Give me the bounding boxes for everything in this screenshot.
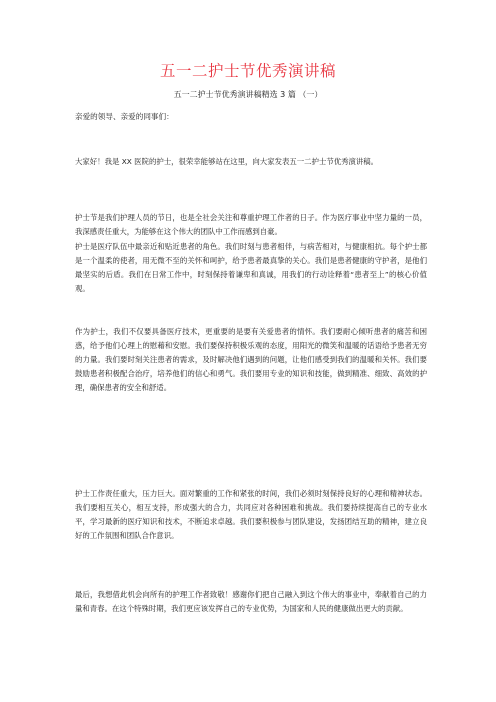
greeting: 亲爱的领导、亲爱的同事们： — [75, 112, 174, 121]
paragraph: 护士是医疗队伍中最亲近和贴近患者的角色。我们时刻与患者相伴，与病苦相对，与健康相抗。每个护士都是一个温柔的使者，用无微不至的关怀和呵护，给予患者最真挚的关心。我们是患者健康的守护者，是他们最坚实的后盾。我们在日常工作中，时刻保持着谦卑和真诚，用我们的行动诠释着“患者至上”的核心价值观。 — [75, 242, 427, 294]
paragraph: 作为护士，我们不仅要具备医疗技术，更重要的是要有关爱患者的情怀。我们要耐心倾听患者的痛苦和困惑，给予他们心理上的慰藉和安慰。我们要保持积极乐观的态度，用阳光的微笑和温暖的话语给予患者无穷的力量。我们要时刻关注患者的需求，及时解决他们遇到的问题，让他们感受到我们的温暖和关怀。我们要鼓励患者积极配合治疗，培养他们的信心和勇气。我们要用专业的知识和技能，做到精准、细致、高效的护理，确保患者的安全和舒适。 — [75, 327, 427, 393]
paragraph: 大家好！我是 XX 医院的护士，很荣幸能够站在这里，向大家发表五一二护士节优秀演讲稿。 — [75, 157, 379, 166]
paragraph: 护士工作责任重大，压力巨大。面对繁重的工作和紧张的时间，我们必须时刻保持良好的心理和精神状态。我们要相互关心，相互支持，形成强大的合力，共同应对各种困难和挑战。我们要持续提高自己的专业水平，学习最新的医疗知识和技术，不断追求卓越。我们要积极参与团队建设，发扬团结互助的精神，建立良好的工作氛围和团队合作意识。 — [75, 489, 427, 541]
paragraph: 护士节是我们护理人员的节日，也是全社会关注和尊重护理工作者的日子。作为医疗事业中坚力量的一员，我深感责任重大，为能够在这个伟大的团队中工作而感到自豪。 — [75, 213, 427, 237]
document-subtitle: 五一二护士节优秀演讲稿精选 3 篇 （一） — [173, 90, 323, 99]
document-title: 五一二护士节优秀演讲稿 — [159, 62, 336, 80]
paragraph: 最后，我想借此机会向所有的护理工作者致敬！感谢你们把自己融入到这个伟大的事业中，奉献着自己的力量和青春。在这个特殊时期，我们更应该发挥自己的专业优势，为国家和人民的健康做出更大的贡献。 — [75, 590, 427, 614]
